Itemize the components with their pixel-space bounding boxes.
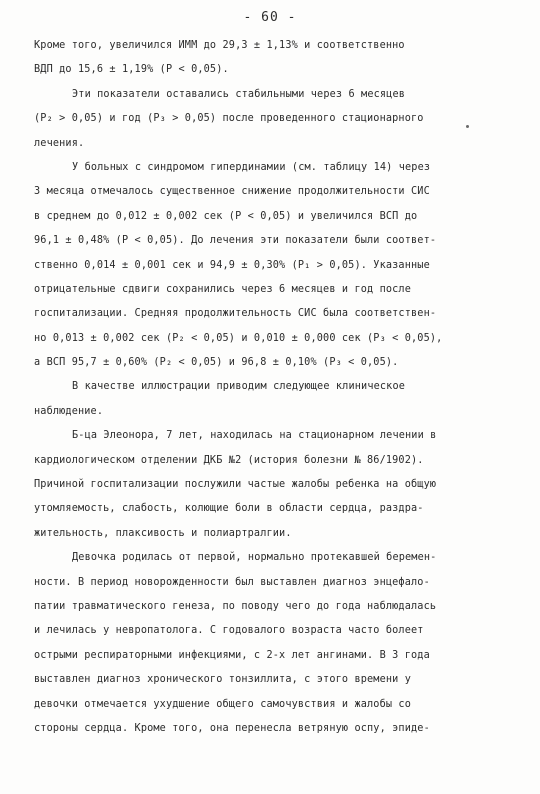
paragraph [34, 546, 514, 741]
page-number: - 60 - [243, 10, 297, 25]
text-line: выставлен диагноз хронического тонзиллита, с этого времени у [34, 674, 412, 686]
text-line: и лечилась у невропатолога. С годовалого возраста часто болеет [34, 625, 424, 637]
text-line: 96,1 ± 0,48% (P < 0,05). До лечения эти показатели были соответ- [34, 235, 437, 247]
text-line: Эти показатели оставались стабильными через 6 месяцев [72, 88, 406, 100]
paragraph [34, 83, 514, 156]
text-line: госпитализации. Средняя продолжительность СИС была соответствен- [34, 308, 437, 320]
text-line: У больных с синдромом гипердинамии (см. таблицу 14) через [72, 161, 431, 173]
text-line: ственно 0,014 ± 0,001 сек и 94,9 ± 0,30% (P₁ > 0,05). Указанные [34, 259, 430, 271]
paragraph [34, 424, 514, 546]
body-text [34, 34, 514, 741]
text-line: ности. В период новорожденности был выставлен диагноз энцефало- [34, 576, 430, 588]
text-line: в среднем до 0,012 ± 0,002 сек (P < 0,05) и увеличился ВСП до [34, 210, 418, 222]
text-line: лечения. [34, 137, 85, 149]
text-line: утомляемость, слабость, колющие боли в области сердца, раздра- [34, 503, 424, 515]
text-line: В качестве иллюстрации приводим следующее клиническое [72, 381, 406, 393]
text-line: но 0,013 ± 0,002 сек (P₂ < 0,05) и 0,010 ± 0,000 сек (P₃ < 0,05), [34, 332, 443, 344]
text-line: ВДП до 15,6 ± 1,19% (P < 0,05). [34, 64, 229, 76]
paragraph [34, 34, 514, 83]
paragraph [34, 156, 514, 376]
text-line: наблюдение. [34, 405, 104, 417]
paragraph [34, 375, 514, 424]
text-line: отрицательные сдвиги сохранились через 6 месяцев и год после [34, 283, 412, 295]
text-line: жительность, плаксивость и полиартралгии. [34, 527, 292, 539]
text-line: 3 месяца отмечалось существенное снижение продолжительности СИС [34, 186, 430, 198]
text-line: а ВСП 95,7 ± 0,60% (P₂ < 0,05) и 96,8 ± 0,10% (P₃ < 0,05). [34, 357, 399, 369]
text-line: кардиологическом отделении ДКБ №2 (история болезни № 86/1902). [34, 454, 424, 466]
text-line: Кроме того, увеличился ИММ до 29,3 ± 1,13% и соответственно [34, 40, 405, 51]
text-line: стороны сердца. Кроме того, она перенесла ветряную оспу, эпиде- [34, 722, 430, 734]
text-line: девочки отмечается ухудшение общего самочувствия и жалобы со [34, 698, 412, 710]
text-line: патии травматического генеза, по поводу чего до года наблюдалась [34, 600, 437, 612]
text-line: Б-ца Элеонора, 7 лет, находилась на стационарном лечении в [72, 430, 437, 442]
text-line: острыми респираторными инфекциями, с 2-х лет ангинами. В 3 года [34, 649, 430, 661]
text-line: Девочка родилась от первой, нормально протекавшей беремен- [72, 552, 437, 564]
text-line: Причиной госпитализации послужили частые жалобы ребенка на общую [34, 479, 437, 491]
text-line: (P₂ > 0,05) и год (P₃ > 0,05) после проведенного стационарного [34, 113, 424, 125]
